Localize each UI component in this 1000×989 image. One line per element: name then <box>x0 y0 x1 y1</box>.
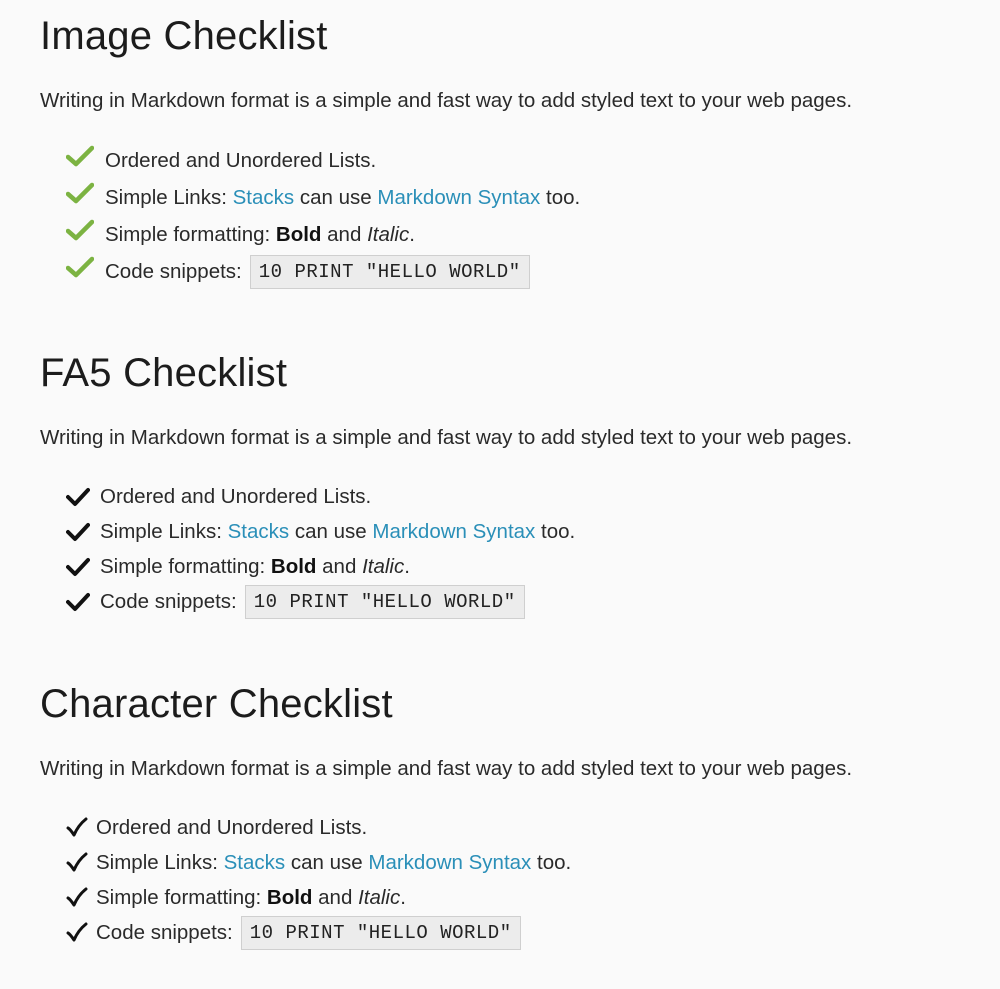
item-text: Code snippets: <box>100 589 237 613</box>
item-text: too. <box>541 519 576 543</box>
item-text: . <box>409 222 415 246</box>
item-text: too. <box>546 185 581 209</box>
item-text: Simple formatting: <box>100 554 266 578</box>
fa5-checklist-section <box>40 349 980 619</box>
italic-text: Italic <box>358 885 401 909</box>
list-item <box>66 810 980 845</box>
image-checklist-section <box>40 12 980 290</box>
green-check-icon <box>66 182 94 206</box>
bold-text: Bold <box>275 222 322 246</box>
list-item <box>66 514 980 549</box>
markdown-syntax-link[interactable]: Markdown Syntax <box>377 185 541 209</box>
item-text: Simple formatting: <box>96 885 262 909</box>
item-text: Ordered and Unordered Lists. <box>105 148 377 172</box>
bold-text: Bold <box>266 885 313 909</box>
fa5-check-icon <box>66 592 90 612</box>
green-check-icon <box>66 145 94 169</box>
item-text: can use <box>294 519 367 543</box>
markdown-syntax-link[interactable]: Markdown Syntax <box>372 519 536 543</box>
item-text: Ordered and Unordered Lists. <box>96 815 368 839</box>
item-text: can use <box>290 850 363 874</box>
item-text: . <box>400 885 406 909</box>
list-item <box>66 845 980 880</box>
list-item <box>66 479 980 514</box>
character-check-icon <box>66 852 88 872</box>
item-text: too. <box>537 850 572 874</box>
list-item <box>66 880 980 915</box>
list-item <box>66 142 980 179</box>
item-text: Simple Links: <box>105 185 227 209</box>
stacks-link[interactable]: Stacks <box>223 850 286 874</box>
stacks-link[interactable]: Stacks <box>232 185 295 209</box>
green-check-icon <box>66 219 94 243</box>
italic-text: Italic <box>367 222 410 246</box>
section-intro: Writing in Markdown format is a simple and fast way to add styled text to your web pages. <box>40 757 853 780</box>
markdown-syntax-link[interactable]: Markdown Syntax <box>368 850 532 874</box>
checklist <box>66 142 980 290</box>
character-checklist-section <box>40 680 980 950</box>
character-check-icon <box>66 817 88 837</box>
code-snippet: 10 PRINT "HELLO WORLD" <box>250 255 530 289</box>
section-title: Image Checklist <box>40 14 328 58</box>
item-text: Ordered and Unordered Lists. <box>100 484 372 508</box>
item-text: Simple Links: <box>100 519 222 543</box>
checklist <box>66 479 980 619</box>
fa5-check-icon <box>66 522 90 542</box>
item-text: can use <box>299 185 372 209</box>
bold-text: Bold <box>270 554 317 578</box>
fa5-check-icon <box>66 557 90 577</box>
italic-text: Italic <box>362 554 405 578</box>
fa5-check-icon <box>66 487 90 507</box>
green-check-icon <box>66 256 94 280</box>
list-item <box>66 915 980 950</box>
checklist <box>66 810 980 950</box>
item-text: and <box>327 222 362 246</box>
section-intro: Writing in Markdown format is a simple and fast way to add styled text to your web pages. <box>40 89 853 112</box>
list-item <box>66 179 980 216</box>
item-text: and <box>318 885 353 909</box>
list-item <box>66 253 980 290</box>
section-intro: Writing in Markdown format is a simple and fast way to add styled text to your web pages. <box>40 426 853 449</box>
list-item <box>66 549 980 584</box>
code-snippet: 10 PRINT "HELLO WORLD" <box>245 585 525 619</box>
item-text: Code snippets: <box>96 920 233 944</box>
list-item <box>66 584 980 619</box>
stacks-link[interactable]: Stacks <box>227 519 290 543</box>
section-title: Character Checklist <box>40 682 393 726</box>
item-text: Simple Links: <box>96 850 218 874</box>
list-item <box>66 216 980 253</box>
character-check-icon <box>66 922 88 942</box>
code-snippet: 10 PRINT "HELLO WORLD" <box>241 916 521 950</box>
item-text: and <box>322 554 357 578</box>
item-text: Simple formatting: <box>105 222 271 246</box>
item-text: . <box>404 554 410 578</box>
section-title: FA5 Checklist <box>40 351 288 395</box>
item-text: Code snippets: <box>105 259 242 283</box>
character-check-icon <box>66 887 88 907</box>
